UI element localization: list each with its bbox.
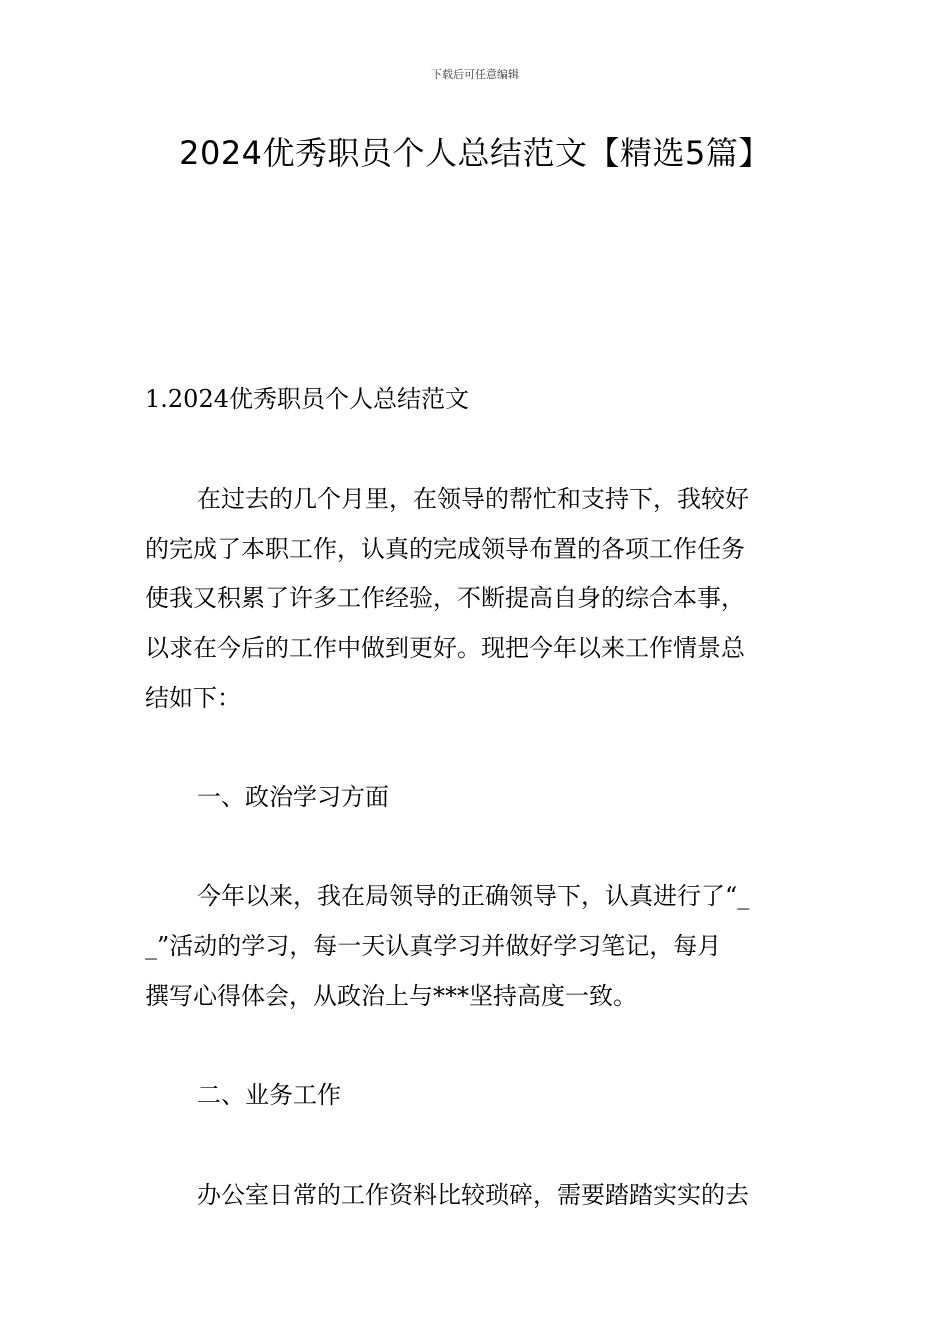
paragraph-3-line-1: 办公室日常的工作资料比较琐碎，需要踏踏实实的去 — [197, 1181, 749, 1209]
paragraph-2-line-2: _”活动的学习，每一天认真学习并做好学习笔记，每月 — [145, 932, 722, 960]
paragraph-1-line-1: 在过去的几个月里，在领导的帮忙和支持下，我较好 — [197, 485, 749, 513]
header-note: 下载后可任意编辑 — [431, 68, 519, 81]
paragraph-1-line-5: 结如下： — [145, 684, 241, 712]
document-title: 2024优秀职员个人总结范文【精选5篇】 — [179, 134, 771, 172]
paragraph-1-line-3: 使我又积累了许多工作经验，不断提高自身的综合本事， — [145, 584, 745, 612]
paragraph-2-line-1: 今年以来，我在局领导的正确领导下，认真进行了“_ — [197, 882, 750, 910]
paragraph-2-line-3: 撰写心得体会，从政治上与***坚持高度一致。 — [145, 982, 637, 1010]
heading-politics: 一、政治学习方面 — [197, 783, 389, 811]
section-heading: 1.2024优秀职员个人总结范文 — [145, 385, 469, 413]
heading-business: 二、业务工作 — [197, 1081, 341, 1109]
paragraph-1-line-4: 以求在今后的工作中做到更好。现把今年以来工作情景总 — [145, 634, 745, 662]
paragraph-1-line-2: 的完成了本职工作，认真的完成领导布置的各项工作任务 — [145, 535, 745, 563]
